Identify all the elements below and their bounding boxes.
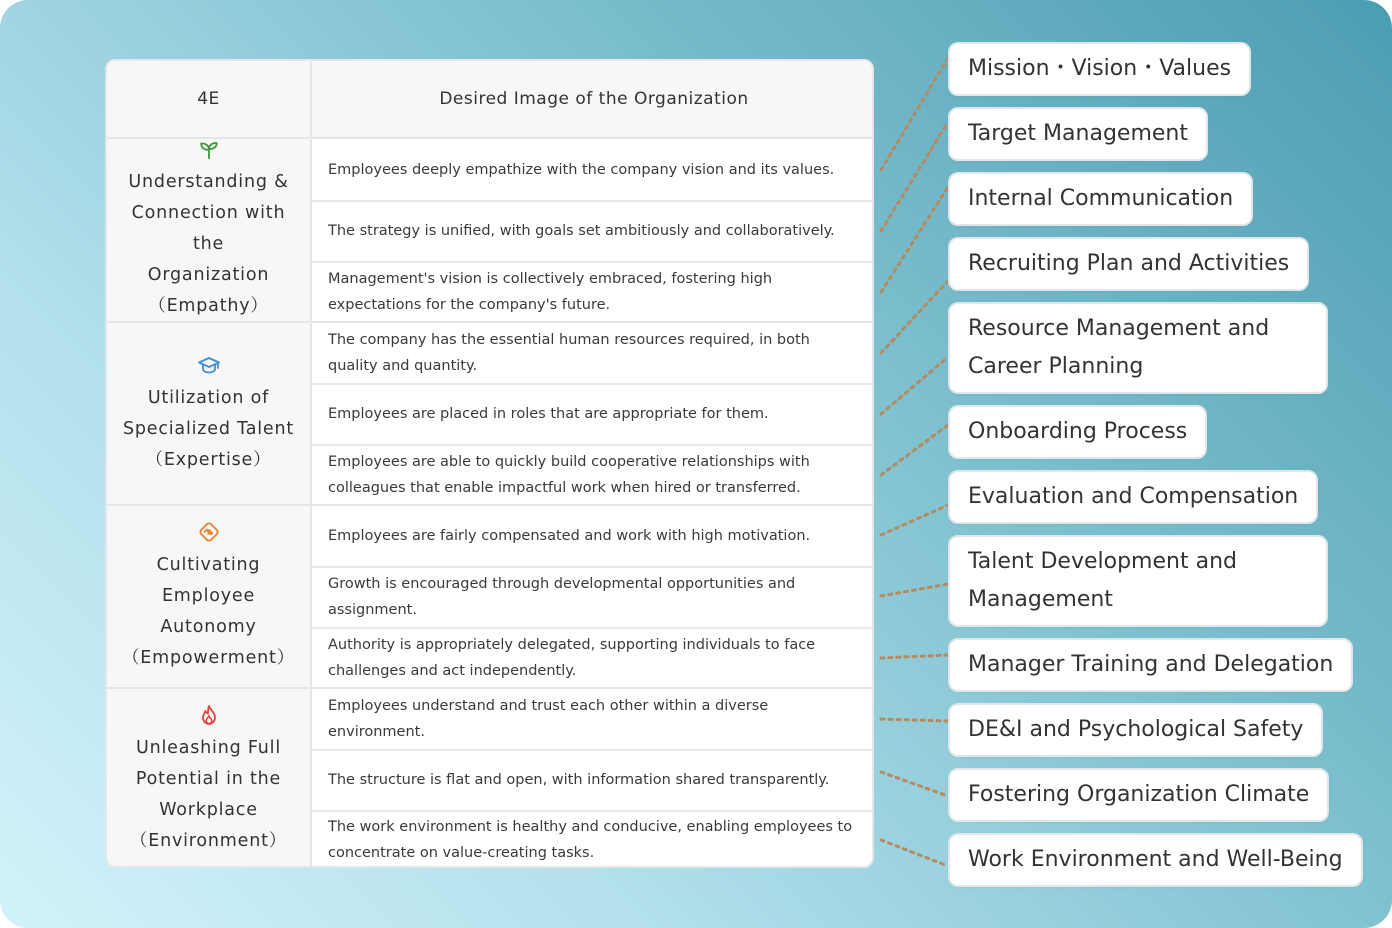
connector-line <box>881 122 948 231</box>
connector-line <box>881 357 948 414</box>
handshake-icon <box>197 520 221 544</box>
connector-line <box>881 840 948 866</box>
group-title-empowerment: Cultivating Employee Autonomy （Empowerment） <box>121 555 296 668</box>
flame-icon <box>197 703 221 727</box>
connector-line <box>881 719 948 721</box>
measure-organization-climate: Fostering Organization Climate <box>948 768 1329 822</box>
measure-internal-communication: Internal Communication <box>948 172 1253 226</box>
table-row: The company has the essential human resources required, in both quality and quantity. <box>328 332 810 374</box>
measure-resource-management: Resource Management and Career Planning <box>948 302 1328 394</box>
table-row: Authority is appropriately delegated, supporting individuals to face challenges and act independently. <box>328 636 816 679</box>
table-row: The work environment is healthy and conducive, enabling employees to concentrate on value-creating tasks. <box>328 818 853 861</box>
group-environment <box>107 689 312 868</box>
measure-work-environment: Work Environment and Well-Being <box>948 833 1363 887</box>
group-expertise <box>107 323 312 505</box>
table-row: Employees are placed in roles that are appropriate for them. <box>328 406 769 422</box>
connector-line <box>881 425 948 475</box>
table-row: Employees are able to quickly build cooperative relationships with colleagues that enable impactful work when hired or transferred. <box>328 453 810 496</box>
table-row: Management's vision is collectively embraced, fostering high expectations for the company's future. <box>328 271 773 313</box>
table-row: Employees deeply empathize with the company vision and its values. <box>328 161 835 178</box>
connector-line <box>881 505 948 535</box>
group-title-environment: Unleashing Full Potential in the Workplace （Environment） <box>129 737 288 851</box>
table-row: Employees are fairly compensated and work with high motivation. <box>328 528 811 544</box>
group-title-empathy: Understanding & Connection with the Organization （Empathy） <box>128 172 289 316</box>
graduation-cap-icon <box>197 353 221 377</box>
table-row: The strategy is unified, with goals set ambitiously and collaboratively. <box>328 223 835 239</box>
table-row: Employees understand and trust each other within a diverse environment. <box>328 698 769 740</box>
connector-line <box>881 281 948 353</box>
measure-talent-development: Talent Development and Management <box>948 535 1328 627</box>
header-4e: 4E <box>107 61 312 139</box>
group-title-expertise: Utilization of Specialized Talent （Expertise） <box>122 387 295 470</box>
connector-line <box>881 584 948 596</box>
table-row: Growth is encouraged through developmental opportunities and assignment. <box>328 576 796 618</box>
measure-onboarding-process: Onboarding Process <box>948 405 1207 459</box>
connector-line <box>881 655 948 658</box>
table-row: The structure is flat and open, with information shared transparently. <box>328 772 830 788</box>
header-desired-image: Desired Image of the Organization <box>312 61 874 139</box>
connector-line <box>881 187 948 292</box>
measure-evaluation-compensation: Evaluation and Compensation <box>948 470 1318 524</box>
connector-line <box>881 772 948 796</box>
measure-target-management: Target Management <box>948 107 1208 161</box>
measure-recruiting-plan: Recruiting Plan and Activities <box>948 237 1309 291</box>
measure-manager-training: Manager Training and Delegation <box>948 638 1353 692</box>
connector-line <box>881 58 948 170</box>
organization-table <box>105 59 874 868</box>
measure-dei-psychological-safety: DE&I and Psychological Safety <box>948 703 1323 757</box>
measure-mission-vision-values: Mission・Vision・Values <box>948 42 1251 96</box>
group-empathy <box>107 139 312 322</box>
group-empowerment <box>107 506 312 688</box>
sprout-icon <box>197 139 221 161</box>
